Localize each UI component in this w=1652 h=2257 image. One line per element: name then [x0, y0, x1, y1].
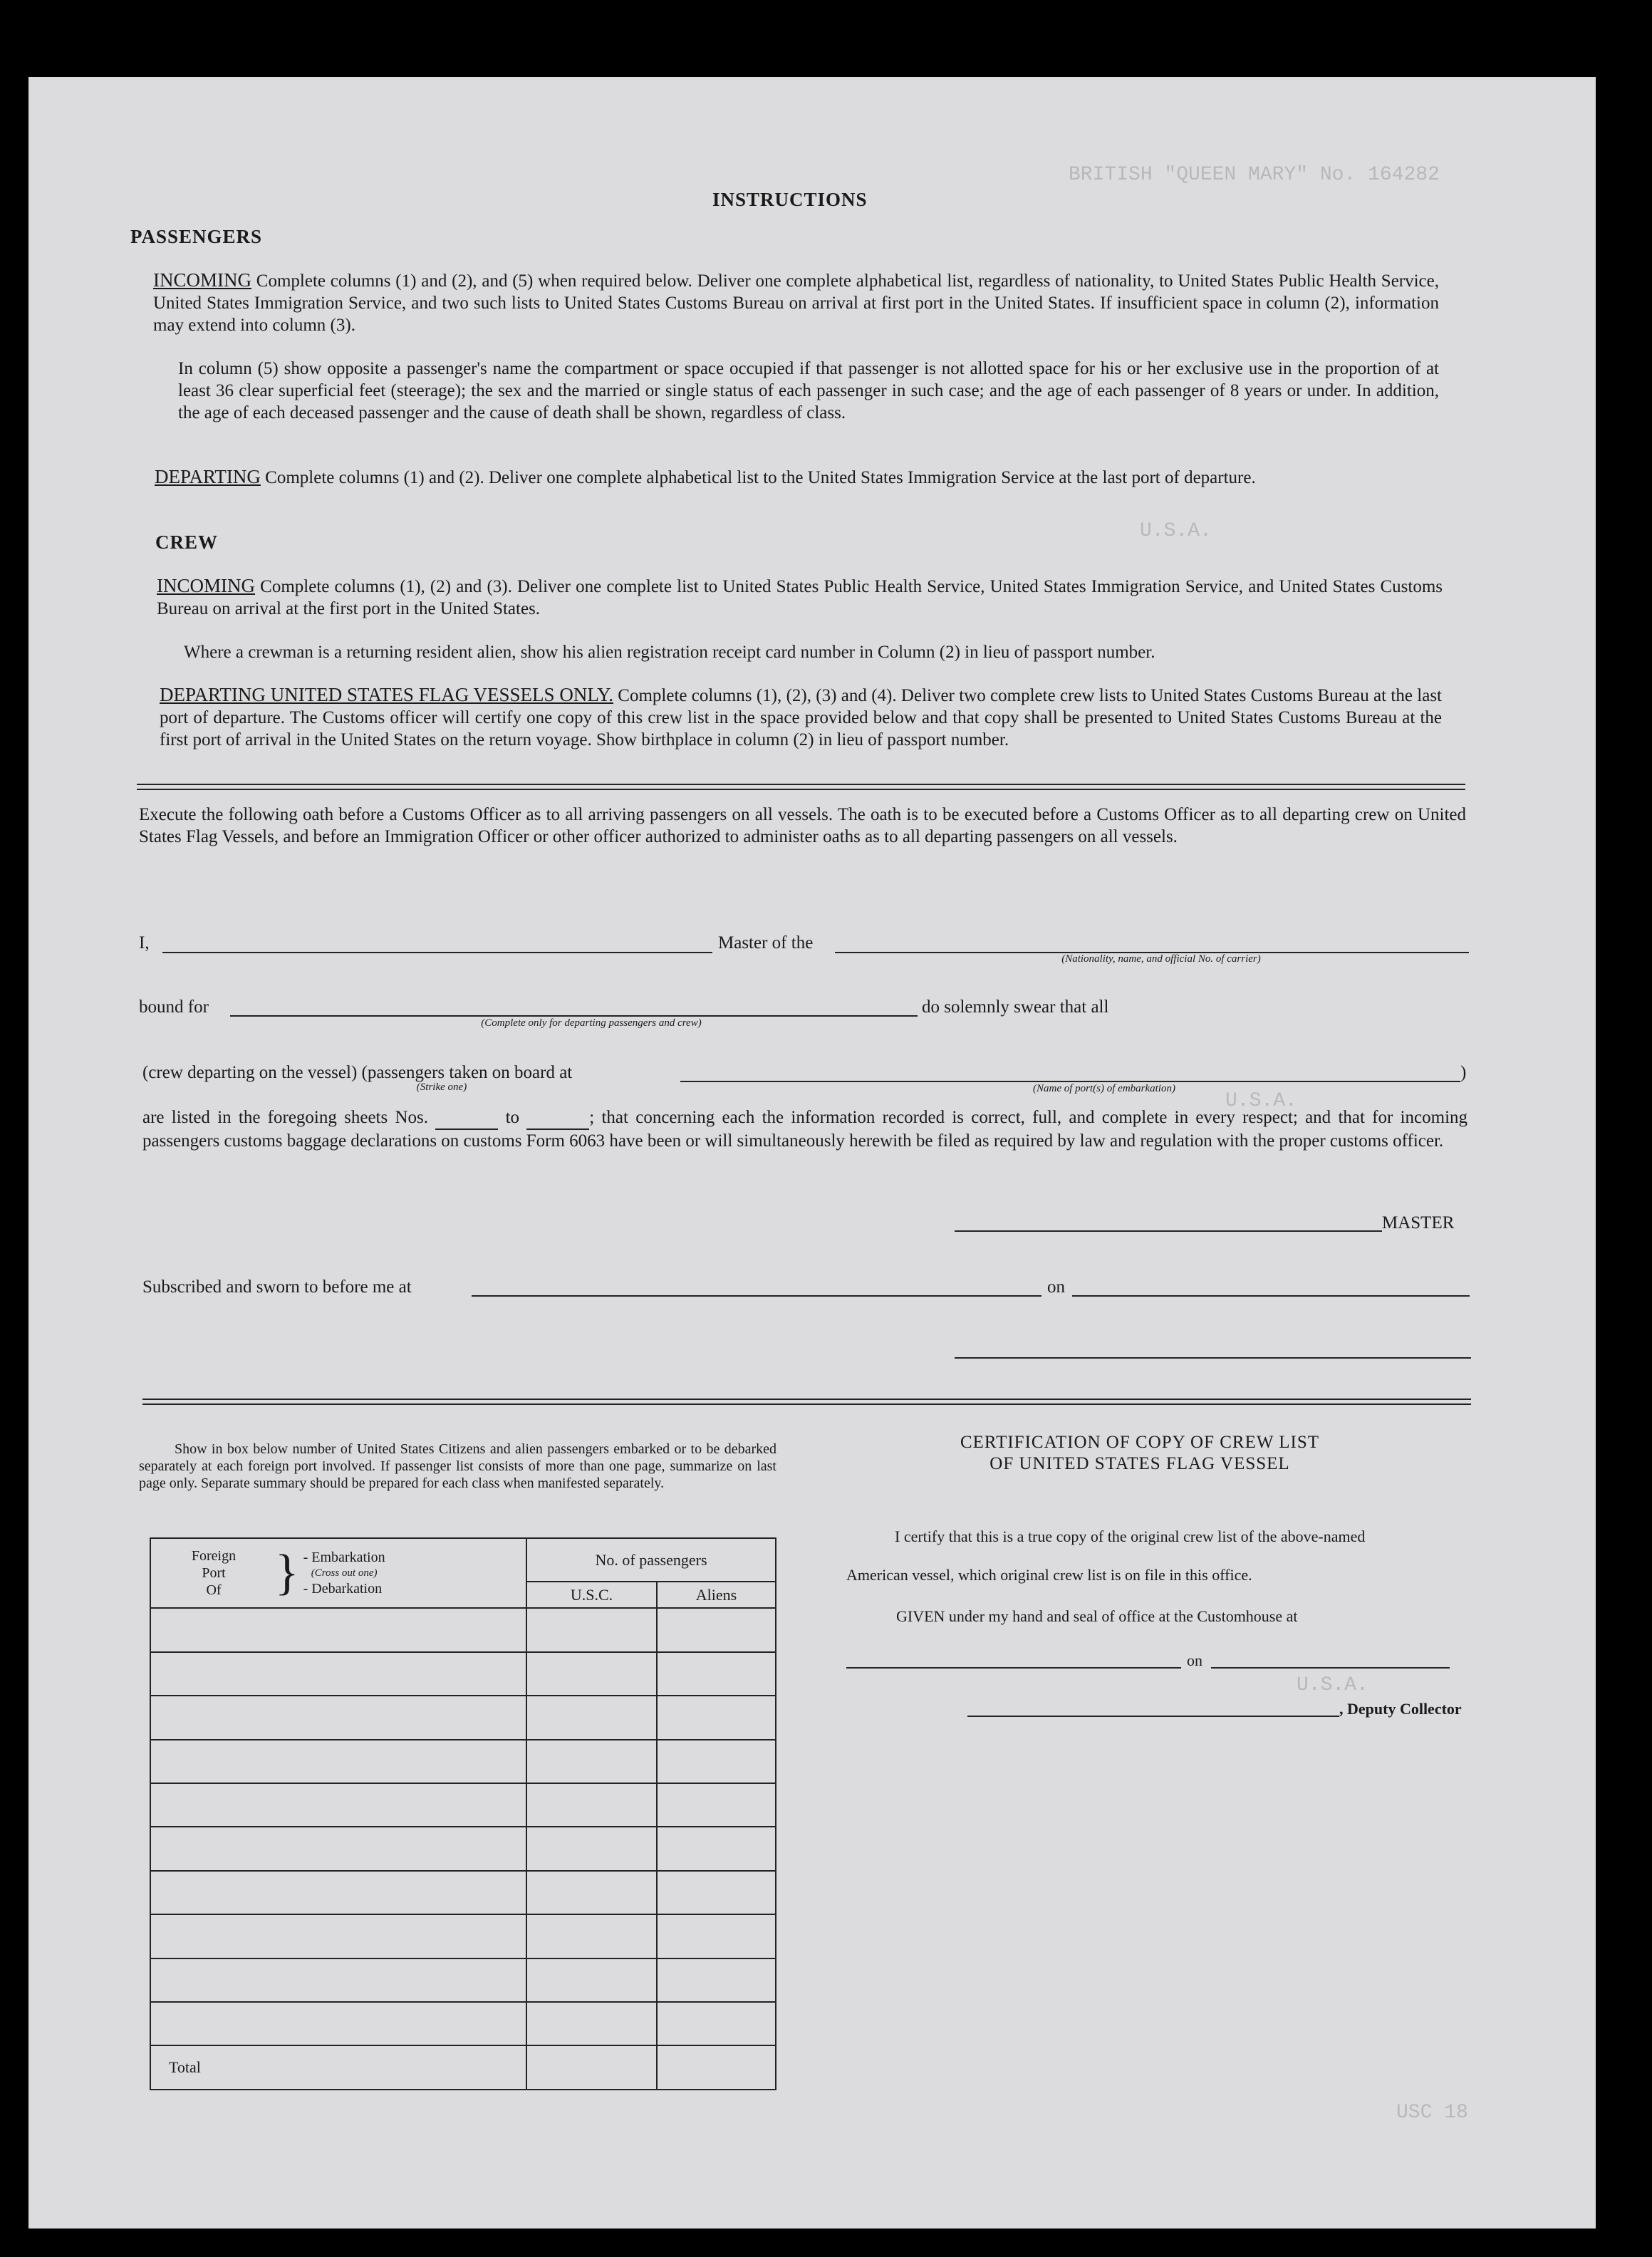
total-aliens-cell[interactable]: [657, 2045, 776, 2090]
summary-usc-cell[interactable]: [526, 1783, 657, 1827]
swear-label: do solemnly swear that all: [922, 997, 1109, 1017]
summary-aliens-cell[interactable]: [657, 2002, 776, 2045]
sworn-on-label: on: [1047, 1277, 1065, 1297]
summary-port-cell[interactable]: [150, 1608, 526, 1651]
debarkation-label: - Debarkation: [303, 1581, 383, 1597]
summary-port-cell[interactable]: [150, 1827, 526, 1870]
summary-port-cell[interactable]: [150, 1871, 526, 1914]
passengers-incoming-paragraph: [153, 269, 1439, 336]
passengers-departing-text: Complete columns (1) and (2). Deliver one complete alphabetical list to the United States Immigration Service at the last port of departure.: [265, 468, 1256, 487]
sheets-rest-text: ; that concerning each the information recorded is correct, full, and complete in every respect; and that for incoming passengers customs baggage declarations on customs Form 6063 have been or will simultaneously herewith be filed as required by law and regulation with the proper customs officer.: [142, 1108, 1468, 1151]
deputy-collector-label: , Deputy Collector: [1339, 1700, 1462, 1718]
sheets-start-text: are listed in the foregoing sheets Nos.: [142, 1108, 429, 1127]
sheets-from-field[interactable]: [435, 1106, 498, 1130]
certification-on-label: on: [1187, 1651, 1202, 1669]
port-header-cell: [150, 1538, 526, 1608]
strike-one-caption: (Strike one): [416, 1081, 467, 1093]
summary-usc-cell[interactable]: [526, 1914, 657, 1958]
bound-for-label: bound for: [139, 997, 209, 1017]
summary-port-cell[interactable]: [150, 1783, 526, 1827]
crew-incoming-paragraph: [157, 575, 1443, 620]
sheets-to-field[interactable]: [526, 1106, 589, 1130]
master-name-field[interactable]: [162, 952, 712, 953]
no-passengers-header: No. of passengers: [526, 1538, 776, 1582]
passenger-summary-table: [150, 1537, 776, 2090]
crew-incoming-label: INCOMING: [157, 575, 255, 596]
crew-departing-label: DEPARTING UNITED STATES FLAG VESSELS ONLY.: [160, 684, 613, 705]
bleed-through-text: U.S.A.: [1225, 1090, 1297, 1112]
summary-aliens-cell[interactable]: [657, 1608, 776, 1651]
passengers-heading: PASSENGERS: [130, 226, 263, 247]
certification-date-field[interactable]: [1211, 1667, 1450, 1669]
subscribed-label: Subscribed and sworn to before me at: [142, 1277, 412, 1297]
passengers-departing-paragraph: [155, 466, 1439, 489]
crew-resident-paragraph: Where a crewman is a returning resident alien, show his alien registration receipt card number in Column (2) in lieu of passport number.: [184, 643, 1155, 662]
total-label: Total: [150, 2045, 526, 2090]
bleed-through-text: BRITISH "QUEEN MARY" No. 164282: [1069, 164, 1440, 186]
summary-port-cell[interactable]: [150, 1652, 526, 1696]
brace-icon: }: [275, 1545, 299, 1601]
section-divider: [137, 784, 1465, 790]
bleed-through-text: USC 18: [1396, 2102, 1468, 2124]
total-usc-cell[interactable]: [526, 2045, 657, 2090]
summary-usc-cell[interactable]: [526, 1827, 657, 1870]
sheets-to-label: to: [505, 1108, 520, 1127]
summary-aliens-cell[interactable]: [657, 1652, 776, 1696]
summary-aliens-cell[interactable]: [657, 1827, 776, 1870]
bleed-through-text: U.S.A.: [1140, 520, 1212, 542]
certification-line-3: GIVEN under my hand and seal of office at the Customhouse at: [896, 1607, 1298, 1625]
oath-intro: Execute the following oath before a Customs Officer as to all arriving passengers on all vessels. The oath is to be executed before a Customs Officer as to all departing crew on United States Flag Vessels, and before an Immigration Officer or other officer authorized to administer oaths as to all departing passengers on all vessels.: [139, 805, 1466, 846]
aliens-header: Aliens: [657, 1582, 776, 1608]
summary-port-cell[interactable]: [150, 2002, 526, 2045]
page-title: INSTRUCTIONS: [712, 189, 868, 210]
passengers-incoming-text: Complete columns (1) and (2), and (5) when required below. Deliver one complete alphabetical list, regardless of nationality, to United States Public Health Service, United States Immigration Service, and two such lists to United States Customs Bureau on arrival at first port in the United States. If insufficient space in column (2), information may extend into column (3).: [153, 271, 1440, 335]
sworn-date-field[interactable]: [1072, 1295, 1470, 1297]
port-caption: (Name of port(s) of embarkation): [1033, 1083, 1175, 1094]
master-signature-field[interactable]: [955, 1230, 1382, 1232]
sheets-paragraph: [142, 1106, 1467, 1152]
oath-i-label: I,: [139, 933, 150, 953]
customhouse-field[interactable]: [846, 1667, 1181, 1669]
bound-for-field[interactable]: [230, 1015, 918, 1017]
crew-departing-text: Complete columns (1), (2), (3) and (4). Deliver two complete crew lists to United States Customs Bureau at the last port of departure. The Customs officer will certify one copy of this crew list in the space provided below and that copy shall be presented to United States Customs Bureau at the first port of arrival in the United States on the return voyage. Show birthplace in column (2) in lieu of passport number.: [160, 686, 1442, 749]
summary-aliens-cell[interactable]: [657, 1783, 776, 1827]
master-label: MASTER: [1382, 1213, 1455, 1233]
summary-port-cell[interactable]: [150, 1958, 526, 2002]
passengers-incoming-label: INCOMING: [153, 269, 251, 291]
passengers-column5-paragraph: In column (5) show opposite a passenger's name the compartment or space occupied if that passenger is not allotted space for his or her exclusive use in the proportion of at least 36 clear superficial feet (steerage); the sex and the married or single status of each passenger in such case; and the age of each passenger of 8 years or under. In addition, the age of each deceased passenger and the cause of death shall be shown, regardless of class.: [178, 359, 1439, 422]
crew-heading: CREW: [155, 531, 219, 553]
crew-passengers-label: (crew departing on the vessel) (passengers taken on board at: [142, 1063, 573, 1082]
summary-aliens-cell[interactable]: [657, 1740, 776, 1783]
summary-usc-cell[interactable]: [526, 1608, 657, 1651]
officer-signature-field[interactable]: [955, 1357, 1471, 1359]
foreign-label: Foreign: [191, 1548, 237, 1565]
master-of-the-label: Master of the: [718, 933, 814, 953]
certification-heading-line-1: CERTIFICATION OF COPY OF CREW LIST: [960, 1433, 1320, 1452]
summary-aliens-cell[interactable]: [657, 1914, 776, 1958]
deputy-collector-signature-field[interactable]: [967, 1716, 1339, 1717]
cross-out-caption: (Cross out one): [311, 1567, 378, 1579]
summary-usc-cell[interactable]: [526, 1871, 657, 1914]
certification-heading: [841, 1432, 1439, 1475]
summary-usc-cell[interactable]: [526, 1958, 657, 2002]
of-label: Of: [206, 1582, 222, 1599]
summary-instructions: Show in box below number of United States Citizens and alien passengers embarked or to be debarked separately at each foreign port involved. If passenger list consists of more than one page, summarize on last page only. Separate summary should be prepared for each class when manifested separately.: [139, 1441, 776, 1491]
embarkation-port-field[interactable]: [680, 1081, 1460, 1082]
port-label: Port: [202, 1565, 226, 1582]
summary-port-cell[interactable]: [150, 1740, 526, 1783]
summary-aliens-cell[interactable]: [657, 1958, 776, 2002]
summary-port-cell[interactable]: [150, 1914, 526, 1958]
bound-for-caption: (Complete only for departing passengers and crew): [481, 1017, 702, 1029]
summary-port-cell[interactable]: [150, 1696, 526, 1739]
summary-usc-cell[interactable]: [526, 2002, 657, 2045]
crew-departing-paragraph: [160, 684, 1442, 751]
usc-header: U.S.C.: [526, 1582, 657, 1608]
sworn-location-field[interactable]: [472, 1295, 1041, 1297]
carrier-caption: (Nationality, name, and official No. of carrier): [1061, 953, 1261, 965]
summary-aliens-cell[interactable]: [657, 1696, 776, 1739]
certification-line-2: American vessel, which original crew list is on file in this office.: [846, 1566, 1252, 1584]
bleed-through-text: U.S.A.: [1297, 1674, 1368, 1696]
close-paren: ): [1460, 1063, 1467, 1082]
summary-usc-cell[interactable]: [526, 1652, 657, 1696]
embarkation-label: - Embarkation: [303, 1550, 385, 1566]
section-divider-2: [142, 1399, 1471, 1405]
summary-usc-cell[interactable]: [526, 1696, 657, 1739]
summary-aliens-cell[interactable]: [657, 1871, 776, 1914]
certification-line-1: I certify that this is a true copy of the original crew list of the above-named: [895, 1527, 1366, 1545]
crew-incoming-text: Complete columns (1), (2) and (3). Deliver one complete list to United States Public Health Service, United States Immigration Service, and United States Customs Bureau on arrival at the first port in the United States.: [157, 577, 1443, 618]
certification-heading-line-2: OF UNITED STATES FLAG VESSEL: [989, 1454, 1290, 1473]
passengers-departing-label: DEPARTING: [155, 466, 261, 487]
summary-usc-cell[interactable]: [526, 1740, 657, 1783]
